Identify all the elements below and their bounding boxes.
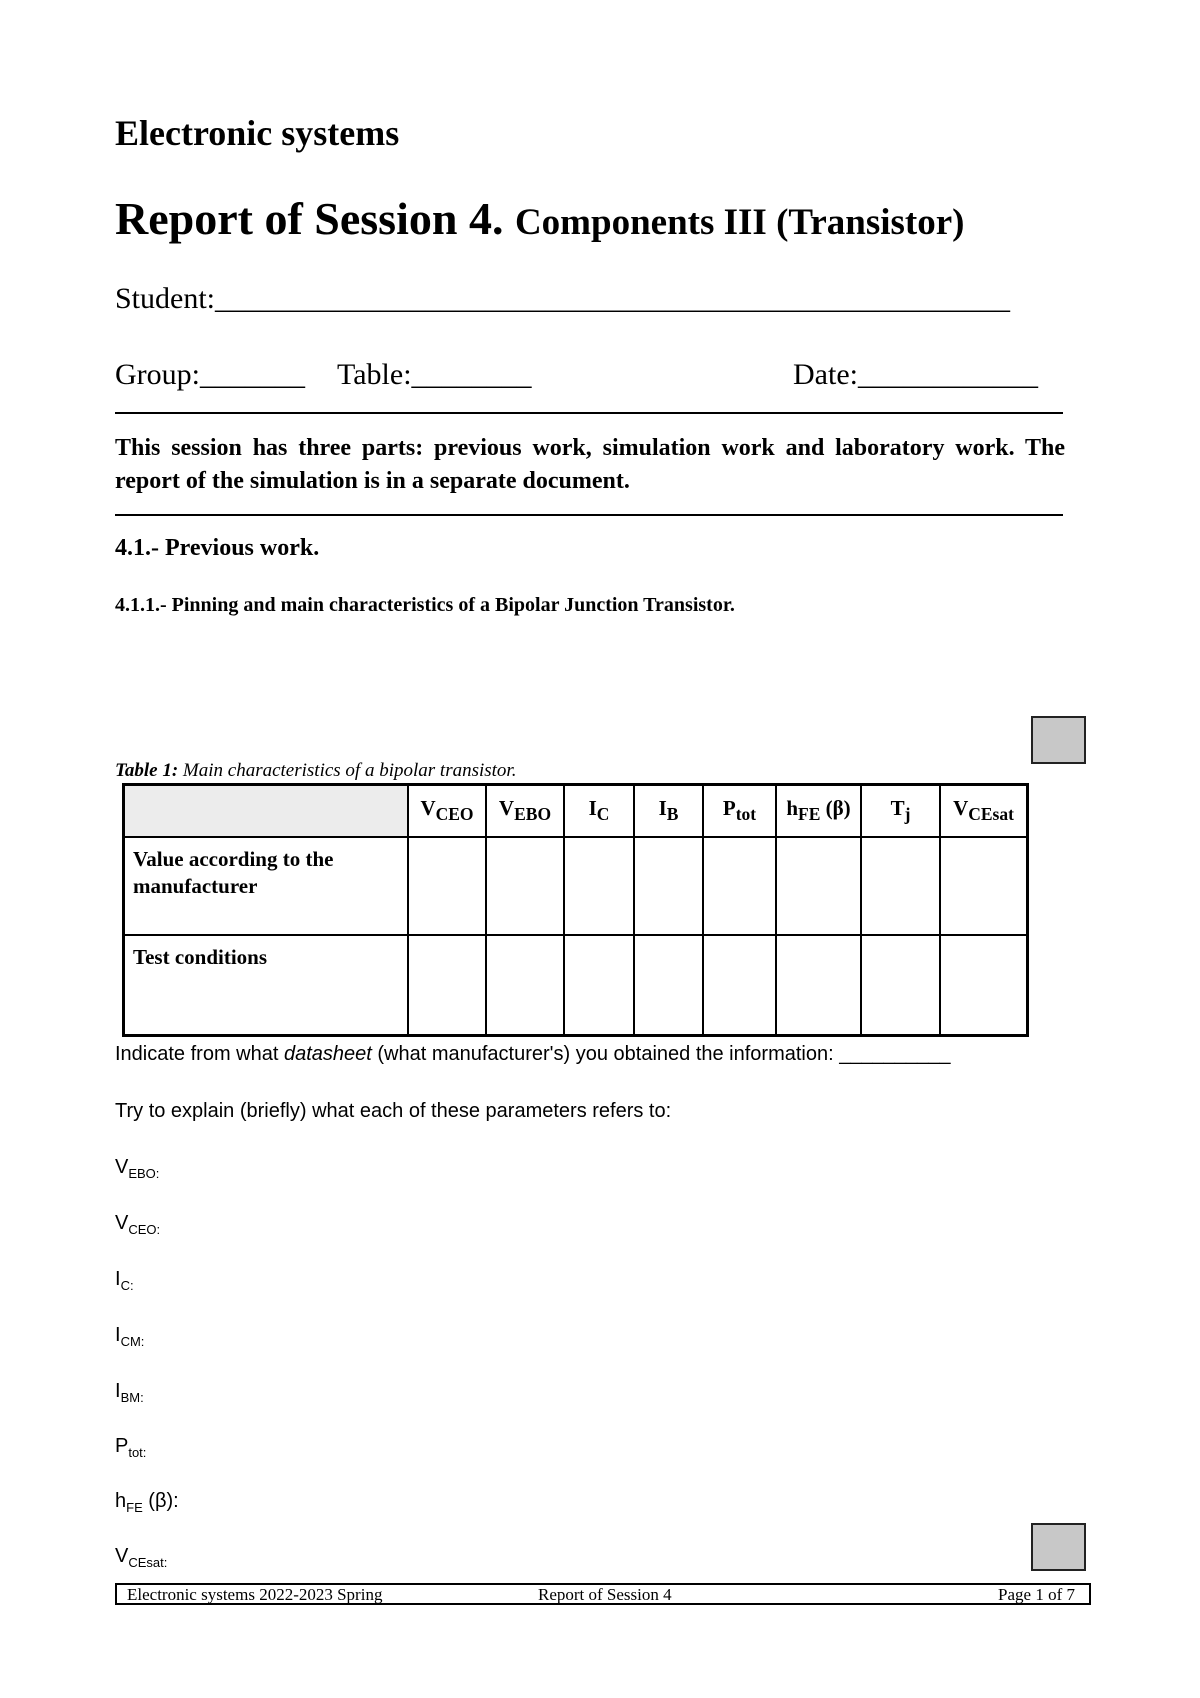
row-label-manufacturer: Value according to the manufacturer bbox=[124, 837, 409, 935]
header-tj: $T_j$ bbox=[861, 785, 940, 838]
table-caption-label: Table 1: bbox=[115, 760, 179, 781]
param-ic[interactable]: $I_{C:}$ bbox=[115, 1268, 134, 1293]
top-divider bbox=[115, 412, 1063, 414]
section-heading: 4.1.- Previous work. bbox=[115, 535, 320, 561]
table-field[interactable]: Table:________ bbox=[337, 358, 532, 391]
course-title: Electronic systems bbox=[115, 113, 400, 153]
date-field[interactable]: Date:____________ bbox=[793, 358, 1038, 391]
table-cell[interactable] bbox=[564, 837, 634, 935]
table-row-test-conditions bbox=[124, 935, 1028, 1036]
table-cell[interactable] bbox=[776, 837, 861, 935]
table-cell[interactable] bbox=[408, 935, 486, 1036]
header-vcesat: $V_{CEsat}$ bbox=[940, 785, 1028, 838]
header-ib: $I_B$ bbox=[634, 785, 703, 838]
report-title-main: Report of Session 4. bbox=[115, 193, 504, 244]
table-cell[interactable] bbox=[486, 837, 564, 935]
header-vceo: $V_{CEO}$ bbox=[408, 785, 486, 838]
intro-text: This session has three parts: previous work, simulation work and laboratory work. The report of the simulation is in a separate document. bbox=[115, 435, 1065, 494]
footer-page-number: Page 1 of 7 bbox=[998, 1585, 1075, 1604]
gray-marker-box-top bbox=[1031, 716, 1086, 764]
footer-left: Electronic systems 2022-2023 Spring bbox=[127, 1585, 383, 1604]
table-header-row bbox=[124, 785, 1028, 838]
table-cell[interactable] bbox=[634, 837, 703, 935]
param-vebo[interactable]: $V_{EBO:}$ bbox=[115, 1156, 160, 1181]
table-cell[interactable] bbox=[634, 935, 703, 1036]
param-icm[interactable]: $I_{CM:}$ bbox=[115, 1324, 145, 1349]
header-ptot: $P_{tot}$ bbox=[703, 785, 776, 838]
report-subtitle: Components III (Transistor) bbox=[514, 202, 965, 243]
footer-center: Report of Session 4 bbox=[538, 1585, 672, 1604]
report-title bbox=[115, 192, 964, 245]
table-row-manufacturer bbox=[124, 837, 1028, 935]
header-vebo: $V_{EBO}$ bbox=[486, 785, 564, 838]
subsection-heading: 4.1.1.- Pinning and main characteristics of a Bipolar Junction Transistor. bbox=[115, 594, 735, 616]
explain-prompt: Try to explain (briefly) what each of these parameters refers to: bbox=[115, 1100, 672, 1122]
datasheet-prompt: Indicate from what datasheet (what manufacturer's) you obtained the information: __________ bbox=[115, 1043, 951, 1065]
table-corner-cell bbox=[124, 785, 409, 838]
table-caption-text: Main characteristics of a bipolar transistor. bbox=[182, 760, 517, 781]
table-cell[interactable] bbox=[861, 935, 940, 1036]
table-cell[interactable] bbox=[703, 935, 776, 1036]
table-cell[interactable] bbox=[861, 837, 940, 935]
characteristics-table bbox=[122, 783, 1029, 1037]
table-cell[interactable] bbox=[408, 837, 486, 935]
row-label-test-conditions: Test conditions bbox=[124, 935, 409, 1036]
table-cell[interactable] bbox=[776, 935, 861, 1036]
page-footer bbox=[115, 1583, 1091, 1605]
param-ibm[interactable]: $I_{BM:}$ bbox=[115, 1380, 144, 1405]
student-field[interactable]: Student:_____________________________________________________ bbox=[115, 282, 1011, 315]
header-hfe: $h_{FE}$ (β) bbox=[776, 785, 861, 838]
param-hfe[interactable]: $h_{FE}$ (β): bbox=[115, 1490, 179, 1515]
group-field[interactable]: Group:_______ bbox=[115, 358, 305, 391]
param-vcesat[interactable]: $V_{CEsat:}$ bbox=[115, 1545, 168, 1570]
bottom-divider bbox=[115, 514, 1063, 516]
header-ic: $I_C$ bbox=[564, 785, 634, 838]
table-cell[interactable] bbox=[940, 935, 1028, 1036]
gray-marker-box-bottom bbox=[1031, 1523, 1086, 1571]
table-cell[interactable] bbox=[486, 935, 564, 1036]
table-cell[interactable] bbox=[703, 837, 776, 935]
param-vceo[interactable]: $V_{CEO:}$ bbox=[115, 1212, 161, 1237]
table-caption bbox=[115, 760, 516, 782]
param-ptot[interactable]: $P_{tot:}$ bbox=[115, 1435, 147, 1460]
table-cell[interactable] bbox=[564, 935, 634, 1036]
table-cell[interactable] bbox=[940, 837, 1028, 935]
